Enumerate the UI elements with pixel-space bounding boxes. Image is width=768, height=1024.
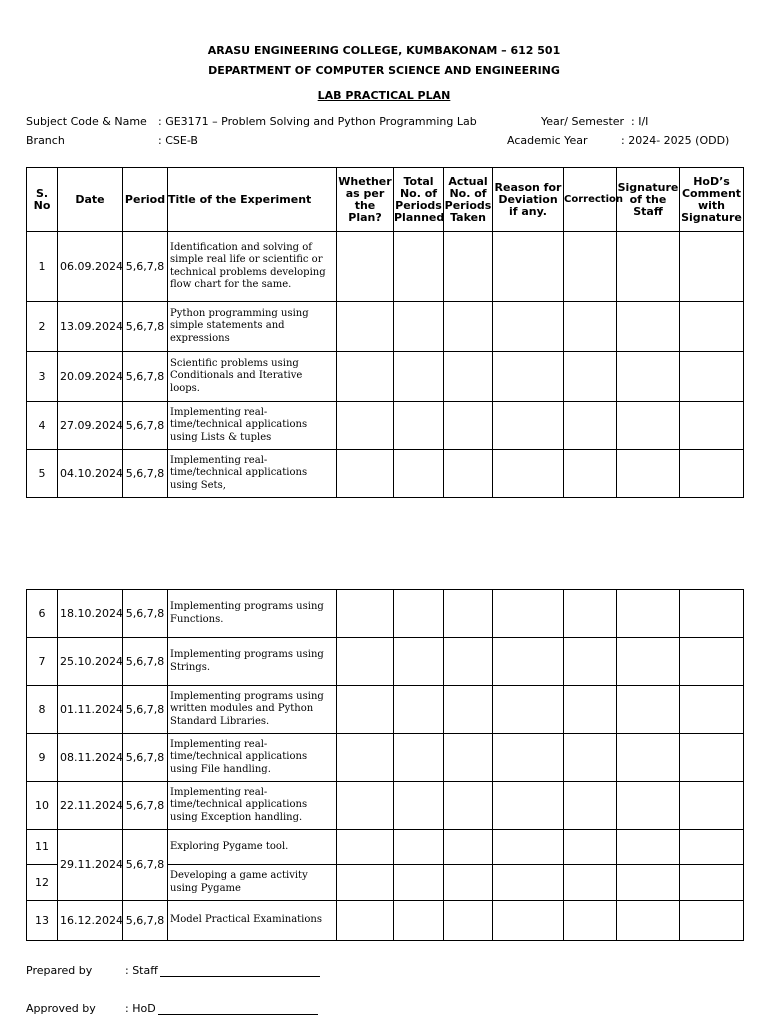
date-cell: 18.10.2024 (58, 590, 123, 638)
blank-cell (564, 901, 617, 941)
col-period: Period (123, 168, 168, 232)
blank-cell (493, 865, 564, 901)
blank-cell (444, 865, 493, 901)
col-title: Title of the Experiment (168, 168, 337, 232)
period-cell: 5,6,7,8 (123, 302, 168, 352)
blank-cell (680, 901, 744, 941)
blank-cell (564, 352, 617, 402)
blank-cell (564, 402, 617, 450)
date-cell: 04.10.2024 (58, 450, 123, 498)
blank-cell (444, 232, 493, 302)
blank-cell (564, 590, 617, 638)
blank-cell (337, 402, 394, 450)
blank-cell (617, 450, 680, 498)
experiment-title-cell: Model Practical Examinations (168, 901, 337, 941)
blank-cell (564, 450, 617, 498)
prepared-by-field (125, 964, 320, 977)
col-reason-for-deviation: Reason for Deviation if any. (493, 168, 564, 232)
approved-by-label: Approved by (26, 1002, 96, 1015)
blank-cell (493, 590, 564, 638)
sno-cell: 12 (27, 865, 58, 901)
period-cell: 5,6,7,8 (123, 402, 168, 450)
blank-cell (564, 232, 617, 302)
blank-cell (444, 402, 493, 450)
blank-cell (617, 232, 680, 302)
blank-cell (444, 638, 493, 686)
blank-cell (337, 901, 394, 941)
blank-cell (444, 901, 493, 941)
blank-cell (493, 638, 564, 686)
period-cell: 5,6,7,8 (123, 638, 168, 686)
experiment-title-cell: Identification and solving of simple real life or scientific or technical problems developing flow chart for the same. (168, 232, 337, 302)
prepared-by-label: Prepared by (26, 964, 93, 977)
lab-plan-table-part1 (26, 167, 744, 498)
sno-cell: 7 (27, 638, 58, 686)
col-whether-as-per-plan: Whether as per the Plan? (337, 168, 394, 232)
sno-cell: 6 (27, 590, 58, 638)
table-row (27, 402, 744, 450)
blank-cell (444, 450, 493, 498)
col-correction: Correction (564, 168, 617, 232)
blank-cell (337, 232, 394, 302)
blank-cell (337, 830, 394, 865)
blank-cell (617, 352, 680, 402)
blank-cell (617, 734, 680, 782)
col-sno: S. No (27, 168, 58, 232)
sno-cell: 8 (27, 686, 58, 734)
blank-cell (493, 901, 564, 941)
blank-cell (617, 865, 680, 901)
table-row (27, 352, 744, 402)
blank-cell (444, 590, 493, 638)
approved-by-field (125, 1002, 318, 1015)
period-cell: 5,6,7,8 (123, 734, 168, 782)
sno-cell: 1 (27, 232, 58, 302)
blank-cell (617, 402, 680, 450)
lab-plan-table-part2 (26, 589, 744, 941)
blank-cell (680, 232, 744, 302)
date-cell: 22.11.2024 (58, 782, 123, 830)
approved-by-value: : HoD (125, 1002, 156, 1015)
date-cell: 29.11.2024 (58, 830, 123, 901)
college-name: ARASU ENGINEERING COLLEGE, KUMBAKONAM – 612 501 (207, 44, 561, 57)
blank-cell (444, 352, 493, 402)
prepared-by-value: : Staff (125, 964, 158, 977)
sno-cell: 11 (27, 830, 58, 865)
blank-cell (394, 352, 444, 402)
col-date: Date (58, 168, 123, 232)
blank-cell (680, 590, 744, 638)
branch-value: : CSE-B (158, 134, 198, 147)
experiment-title-cell: Exploring Pygame tool. (168, 830, 337, 865)
experiment-title-cell: Developing a game activity using Pygame (168, 865, 337, 901)
experiment-title-cell: Implementing programs using written modules and Python Standard Libraries. (168, 686, 337, 734)
blank-cell (680, 830, 744, 865)
table-row (27, 232, 744, 302)
blank-cell (394, 830, 444, 865)
blank-cell (493, 782, 564, 830)
col-total-periods-planned: Total No. of Periods Planned (394, 168, 444, 232)
date-cell: 13.09.2024 (58, 302, 123, 352)
date-cell: 08.11.2024 (58, 734, 123, 782)
sno-cell: 4 (27, 402, 58, 450)
blank-cell (680, 782, 744, 830)
blank-cell (493, 450, 564, 498)
blank-cell (680, 734, 744, 782)
sno-cell: 2 (27, 302, 58, 352)
blank-cell (680, 302, 744, 352)
blank-cell (444, 302, 493, 352)
approved-signature-line (158, 1002, 318, 1015)
department-name: DEPARTMENT OF COMPUTER SCIENCE AND ENGINEERING (208, 64, 560, 77)
blank-cell (337, 782, 394, 830)
table-row (27, 590, 744, 638)
experiment-title-cell: Implementing real-time/technical applications using Lists & tuples (168, 402, 337, 450)
academic-year-label: Academic Year (507, 134, 588, 147)
blank-cell (617, 782, 680, 830)
blank-cell (493, 734, 564, 782)
blank-cell (680, 402, 744, 450)
blank-cell (394, 901, 444, 941)
blank-cell (564, 734, 617, 782)
sno-cell: 10 (27, 782, 58, 830)
blank-cell (337, 450, 394, 498)
blank-cell (564, 865, 617, 901)
table-row (27, 638, 744, 686)
document-title: LAB PRACTICAL PLAN (317, 89, 451, 102)
blank-cell (564, 782, 617, 830)
experiment-title-cell: Implementing programs using Strings. (168, 638, 337, 686)
blank-cell (337, 865, 394, 901)
period-cell: 5,6,7,8 (123, 232, 168, 302)
period-cell: 5,6,7,8 (123, 450, 168, 498)
sno-cell: 3 (27, 352, 58, 402)
blank-cell (680, 352, 744, 402)
date-cell: 06.09.2024 (58, 232, 123, 302)
blank-cell (564, 302, 617, 352)
table-row (27, 830, 744, 865)
blank-cell (337, 734, 394, 782)
blank-cell (493, 302, 564, 352)
blank-cell (564, 638, 617, 686)
blank-cell (337, 686, 394, 734)
blank-cell (493, 232, 564, 302)
period-cell: 5,6,7,8 (123, 590, 168, 638)
blank-cell (394, 402, 444, 450)
blank-cell (394, 638, 444, 686)
experiment-title-cell: Implementing real-time/technical applications using Sets, (168, 450, 337, 498)
experiment-title-cell: Implementing real-time/technical applications using Exception handling. (168, 782, 337, 830)
col-hod-comment: HoD’s Comment with Signature (680, 168, 744, 232)
blank-cell (394, 782, 444, 830)
date-cell: 25.10.2024 (58, 638, 123, 686)
blank-cell (394, 734, 444, 782)
table-row (27, 734, 744, 782)
blank-cell (617, 590, 680, 638)
blank-cell (444, 830, 493, 865)
table-row (27, 450, 744, 498)
col-staff-signature: Signature of the Staff (617, 168, 680, 232)
blank-cell (617, 901, 680, 941)
subject-value: : GE3171 – Problem Solving and Python Programming Lab (158, 115, 477, 128)
blank-cell (493, 830, 564, 865)
blank-cell (337, 590, 394, 638)
blank-cell (493, 686, 564, 734)
blank-cell (394, 450, 444, 498)
prepared-signature-line (160, 964, 320, 977)
blank-cell (337, 302, 394, 352)
blank-cell (680, 686, 744, 734)
blank-cell (617, 638, 680, 686)
experiment-title-cell: Implementing real-time/technical applications using File handling. (168, 734, 337, 782)
blank-cell (564, 686, 617, 734)
blank-cell (680, 450, 744, 498)
sno-cell: 9 (27, 734, 58, 782)
blank-cell (680, 865, 744, 901)
blank-cell (680, 638, 744, 686)
blank-cell (337, 352, 394, 402)
blank-cell (493, 402, 564, 450)
blank-cell (394, 232, 444, 302)
year-semester-label: Year/ Semester (541, 115, 625, 128)
experiment-title-cell: Implementing programs using Functions. (168, 590, 337, 638)
period-cell: 5,6,7,8 (123, 830, 168, 901)
col-actual-periods-taken: Actual No. of Periods Taken (444, 168, 493, 232)
blank-cell (444, 782, 493, 830)
date-cell: 16.12.2024 (58, 901, 123, 941)
blank-cell (493, 352, 564, 402)
blank-cell (617, 302, 680, 352)
table-row (27, 686, 744, 734)
table-row (27, 782, 744, 830)
period-cell: 5,6,7,8 (123, 686, 168, 734)
period-cell: 5,6,7,8 (123, 901, 168, 941)
table-row (27, 302, 744, 352)
year-semester-value: : I/I (631, 115, 649, 128)
period-cell: 5,6,7,8 (123, 352, 168, 402)
experiment-title-cell: Python programming using simple statements and expressions (168, 302, 337, 352)
date-cell: 27.09.2024 (58, 402, 123, 450)
experiment-title-cell: Scientific problems using Conditionals and Iterative loops. (168, 352, 337, 402)
blank-cell (617, 686, 680, 734)
blank-cell (394, 590, 444, 638)
blank-cell (337, 638, 394, 686)
period-cell: 5,6,7,8 (123, 782, 168, 830)
date-cell: 01.11.2024 (58, 686, 123, 734)
academic-year-value: : 2024- 2025 (ODD) (621, 134, 730, 147)
blank-cell (394, 302, 444, 352)
blank-cell (617, 830, 680, 865)
blank-cell (444, 734, 493, 782)
blank-cell (394, 865, 444, 901)
sno-cell: 5 (27, 450, 58, 498)
blank-cell (394, 686, 444, 734)
subject-label: Subject Code & Name (26, 115, 147, 128)
sno-cell: 13 (27, 901, 58, 941)
branch-label: Branch (26, 134, 65, 147)
blank-cell (564, 830, 617, 865)
blank-cell (444, 686, 493, 734)
table-row (27, 901, 744, 941)
date-cell: 20.09.2024 (58, 352, 123, 402)
